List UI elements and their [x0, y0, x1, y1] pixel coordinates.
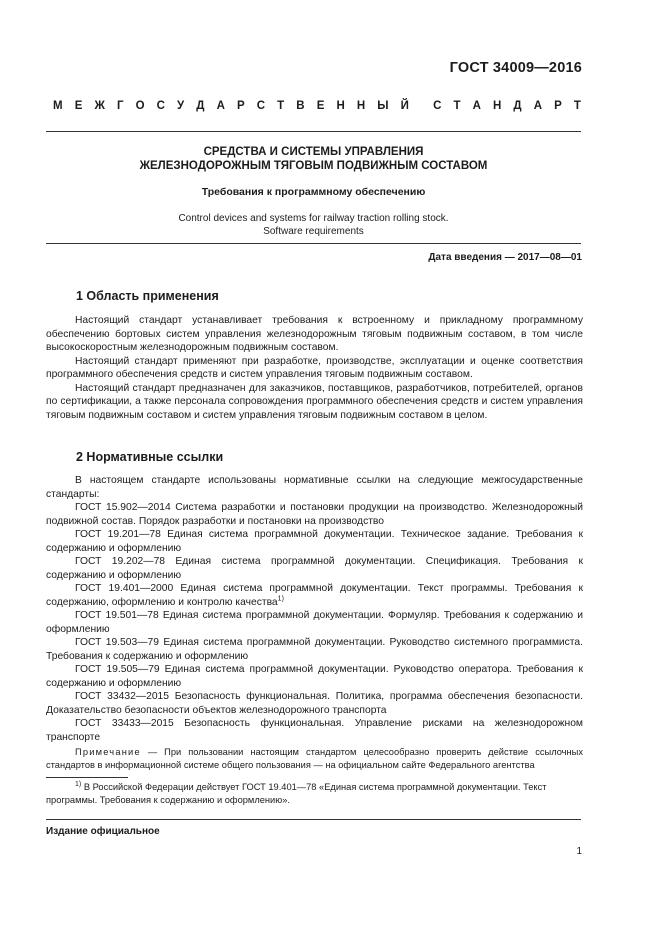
document-title	[46, 145, 581, 173]
footnote-rule	[46, 777, 128, 778]
standard-code: ГОСТ 34009—2016	[449, 60, 582, 76]
document-subtitle: Требования к программному обеспечению	[201, 186, 426, 198]
banner-letter: Р	[554, 100, 562, 112]
footnote-marker: 1)	[277, 595, 284, 603]
banner-letter: Й	[400, 100, 409, 112]
section-1-paragraph: Настоящий стандарт устанавливает требования к встроенному и прикладному программному обеспечению бортовых систем управления железнодорожным тяговым подвижным составом, в том числе высокоскоростным железнодорожным подвижным составом.	[46, 315, 583, 353]
banner-letter: Д	[196, 100, 205, 112]
reference-item: ГОСТ 19.201—78 Единая система программной документации. Техническое задание. Требования к содержанию и оформлению	[46, 529, 583, 554]
banner-letter: Д	[513, 100, 522, 112]
banner-letter: Т	[573, 100, 581, 112]
banner-letter: А	[472, 100, 481, 112]
banner-letter: А	[533, 100, 543, 112]
bottom-rule	[46, 819, 581, 820]
banner-letter: А	[216, 100, 225, 112]
english-title-line-1: Control devices and systems for railway traction rolling stock.	[178, 213, 449, 224]
section-1-paragraph: Настоящий стандарт предназначен для заказчиков, поставщиков, разработчиков, потребителей, органов по сертификации, а также персонала сопровождения программного обеспечения средств и систем управления тяговым подвижным составом и систем управления тяговым подвижным составом в целом.	[46, 382, 583, 421]
reference-item: ГОСТ 19.501—78 Единая система программной документации. Формуляр. Требования к содержанию и оформлению	[46, 610, 583, 635]
title-line-1: СРЕДСТВА И СИСТЕМЫ УПРАВЛЕНИЯ	[203, 146, 424, 158]
banner-letter: Н	[356, 100, 366, 112]
english-title	[46, 212, 581, 238]
footnote-block	[46, 781, 583, 806]
reference-item: ГОСТ 19.505—79 Единая система программной документации. Руководство оператора. Требования к содержанию и оформлению	[46, 664, 583, 689]
reference-item: ГОСТ 19.503—79 Единая система программной документации. Руководство системного программиста. Требования к содержанию и оформлению	[46, 637, 583, 662]
banner-letter: С	[156, 100, 165, 112]
note-block	[46, 746, 583, 771]
edition-label: Издание официальное	[46, 826, 160, 837]
english-title-line-2: Software requirements	[263, 226, 364, 237]
footnote-text: В Российской Федерации действует ГОСТ 19.401—78 «Единая система программной документации. Текст программы. Требования к содержанию и оформлению».	[46, 782, 547, 805]
banner-letter: Е	[316, 100, 325, 112]
banner-letter: Г	[116, 100, 124, 112]
banner-letter: Ы	[377, 100, 389, 112]
title-rule	[46, 243, 581, 244]
banner-letter: Н	[493, 100, 502, 112]
note-label: Примечание	[75, 747, 141, 757]
page-number: 1	[576, 846, 582, 857]
section-1-body	[46, 314, 583, 422]
reference-item: ГОСТ 15.902—2014 Система разработки и постановки продукции на производство. Железнодорожный подвижной состав. Порядок разработки и постановки на производство	[46, 502, 583, 527]
banner-letter: Ж	[94, 100, 105, 112]
reference-item: ГОСТ 33432—2015 Безопасность функциональная. Политика, программа обеспечения безопасности. Доказательство безопасности объектов железнодорожного транспорта	[46, 691, 583, 716]
banner-letter: С	[433, 100, 442, 112]
banner-letter: С	[256, 100, 266, 112]
section-2-heading: 2 Нормативные ссылки	[76, 450, 224, 464]
reference-item	[46, 582, 583, 609]
banner-letter: Т	[277, 100, 285, 112]
section-2-intro: В настоящем стандарте использованы нормативные ссылки на следующие межгосударственные стандарты:	[46, 475, 583, 500]
reference-text: ГОСТ 19.401—2000 Единая система программной документации. Текст программы. Требования к содержанию, оформлению и контролю качества	[46, 583, 583, 608]
banner-letter: В	[296, 100, 305, 112]
reference-item: ГОСТ 33433—2015 Безопасность функциональная. Управление рисками на железнодорожном транспорте	[46, 718, 583, 743]
banner-letter: О	[135, 100, 145, 112]
banner-letter: Р	[236, 100, 245, 112]
section-2-body	[46, 474, 583, 744]
footnote-mark: 1)	[75, 780, 82, 788]
introduction-date: Дата введения — 2017—08—01	[428, 252, 582, 263]
top-rule	[46, 131, 581, 132]
banner-letter: Т	[453, 100, 461, 112]
banner-letter: Е	[74, 100, 83, 112]
banner-letter: У	[177, 100, 185, 112]
note-text: — При пользовании настоящим стандартом целесообразно проверить действие ссылочных стандартов в информационной системе общего пользования — на официальном сайте Федерального агентства	[46, 747, 583, 770]
title-line-2: ЖЕЛЕЗНОДОРОЖНЫМ ТЯГОВЫМ ПОДВИЖНЫМ СОСТАВОМ	[139, 160, 488, 172]
reference-item: ГОСТ 19.202—78 Единая система программной документации. Спецификация. Требования к содержанию и оформлению	[46, 556, 583, 581]
section-1-heading: 1 Область применения	[76, 289, 219, 303]
banner-letter: Н	[336, 100, 345, 112]
interstate-standard-banner	[53, 100, 581, 112]
section-1-paragraph: Настоящий стандарт применяют при разработке, производстве, эксплуатации и оценке соответствия программного обеспечения средств и систем управления тяговым подвижным составом.	[46, 355, 583, 380]
banner-letter: М	[53, 100, 63, 112]
